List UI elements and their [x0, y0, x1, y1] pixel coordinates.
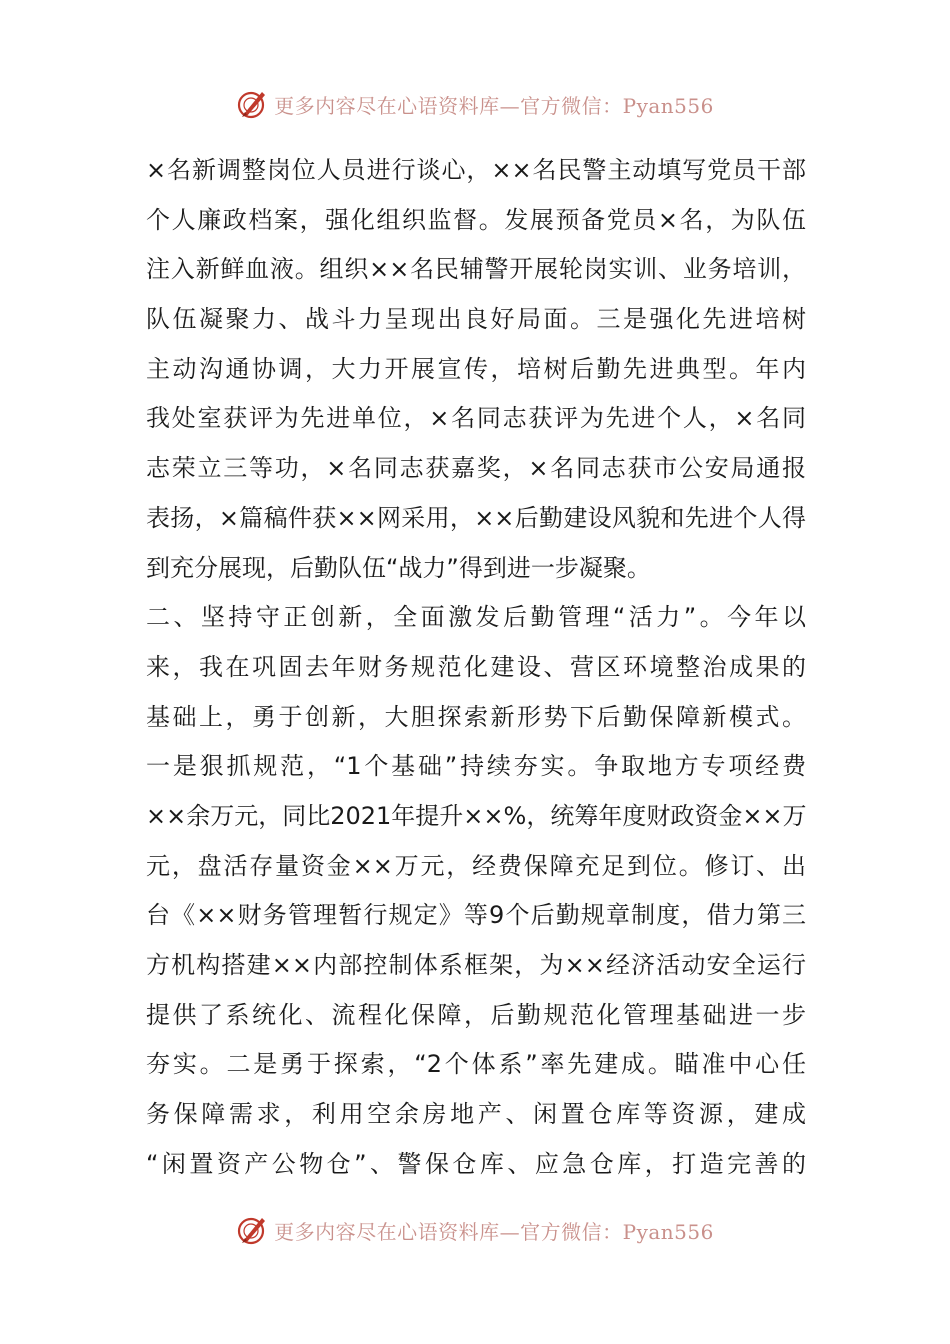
text-line: 元，盘活存量资金××万元，经费保障充足到位。修订、出 — [146, 851, 806, 880]
text-line: 主动沟通协调，大力开展宣传，培树后勤先进典型。年内 — [146, 354, 806, 383]
text-line: ××余万元，同比2021年提升××%，统筹年度财政资金××万 — [146, 801, 807, 830]
document-body — [146, 146, 806, 1189]
watermark-text: 更多内容尽在心语资料库—官方微信：Pyan556 — [274, 1219, 714, 1244]
watermark-text: 更多内容尽在心语资料库—官方微信：Pyan556 — [274, 93, 714, 118]
text-line: 注入新鲜血液。组织××名民辅警开展轮岗实训、业务培训， — [146, 255, 806, 284]
quill-pen-logo-icon — [236, 1213, 270, 1247]
text-line: 我处室获评为先进单位，×名同志获评为先进个人，×名同 — [146, 404, 806, 433]
text-line: 务保障需求，利用空余房地产、闲置仓库等资源，建成 — [146, 1100, 806, 1129]
text-line: 志荣立三等功，×名同志获嘉奖，×名同志获市公安局通报 — [146, 454, 806, 483]
footer-watermark — [0, 1210, 950, 1250]
text-line: 表扬，×篇稿件获××网采用，××后勤建设风貌和先进个人得 — [146, 503, 806, 532]
text-line: 提供了系统化、流程化保障，后勤规范化管理基础进一步 — [146, 1000, 806, 1029]
text-line: “闲置资产公物仓”、警保仓库、应急仓库，打造完善的 — [146, 1149, 806, 1178]
header-watermark — [0, 84, 950, 124]
text-line: 队伍凝聚力、战斗力呈现出良好局面。三是强化先进培树 — [146, 305, 806, 334]
text-line: 二、坚持守正创新，全面激发后勤管理“活力”。今年以 — [146, 603, 806, 632]
text-line: 台《××财务管理暂行规定》等9个后勤规章制度，借力第三 — [146, 901, 806, 930]
text-line: 到充分展现，后勤队伍“战力”得到进一步凝聚。 — [146, 553, 651, 582]
text-line: 基础上，勇于创新，大胆探索新形势下后勤保障新模式。 — [146, 702, 806, 731]
text-line: ×名新调整岗位人员进行谈心，××名民警主动填写党员干部 — [146, 156, 806, 184]
quill-pen-logo-icon — [236, 87, 270, 121]
text-line: 来，我在巩固去年财务规范化建设、营区环境整治成果的 — [146, 652, 806, 681]
text-line: 一是狠抓规范，“1个基础”持续夯实。争取地方专项经费 — [146, 752, 806, 781]
text-line: 方机构搭建××内部控制体系框架，为××经济活动安全运行 — [146, 951, 806, 979]
text-line: 个人廉政档案，强化组织监督。发展预备党员×名，为队伍 — [146, 205, 806, 234]
text-line: 夯实。二是勇于探索，“2个体系”率先建成。瞄准中心任 — [146, 1050, 806, 1079]
